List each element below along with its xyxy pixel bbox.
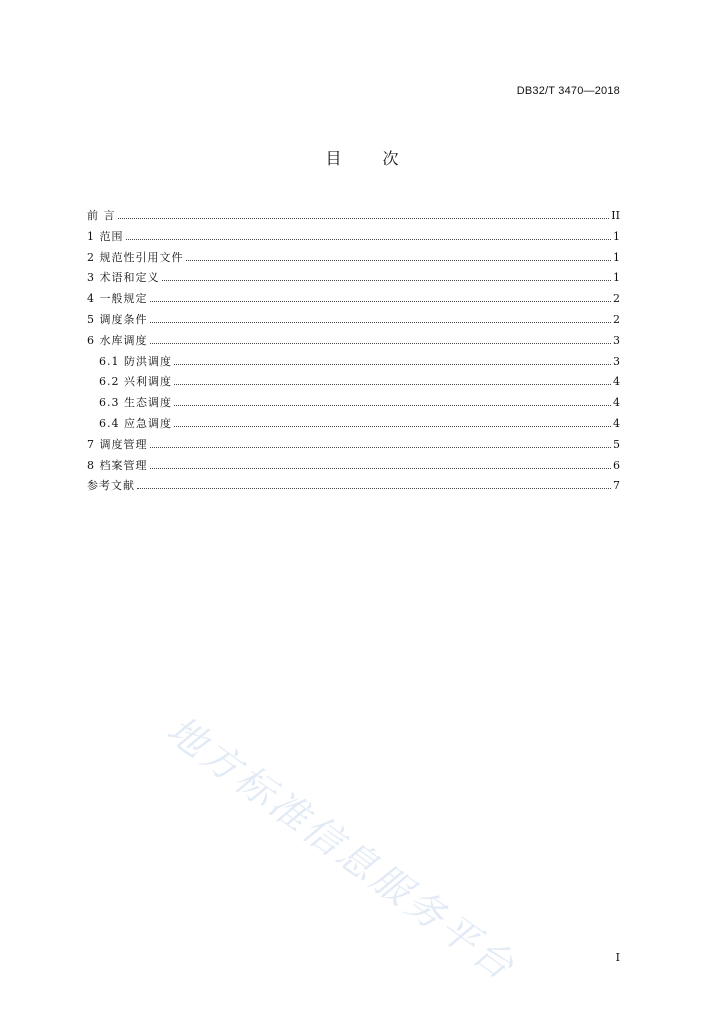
- toc-entry-label: 1 范围: [87, 229, 124, 243]
- toc-entry[interactable]: [87, 435, 620, 456]
- toc-entry[interactable]: [87, 227, 620, 248]
- toc-entry-page: 5: [613, 437, 620, 451]
- toc-entry-label: 7 调度管理: [87, 437, 148, 451]
- standard-code: DB32/T 3470—2018: [516, 85, 620, 97]
- toc-entry-label: 6.1 防洪调度: [99, 354, 172, 368]
- toc-leader-dots: [174, 384, 611, 385]
- watermark: 地方标准信息服务平台: [158, 707, 525, 990]
- toc-entry-page: 2: [613, 312, 620, 326]
- toc-entry[interactable]: [87, 248, 620, 269]
- toc-leader-dots: [150, 322, 612, 323]
- toc-entry-label: 6.4 应急调度: [99, 416, 172, 430]
- toc-entry-label: 6 水库调度: [87, 333, 148, 347]
- toc-leader-dots: [174, 364, 611, 365]
- toc-leader-dots: [174, 405, 611, 406]
- toc-leader-dots: [162, 280, 612, 281]
- toc-entry[interactable]: [87, 310, 620, 331]
- toc-leader-dots: [126, 239, 612, 240]
- toc-entry[interactable]: [87, 352, 620, 373]
- toc-leader-dots: [137, 488, 611, 489]
- table-of-contents: [87, 206, 620, 497]
- toc-entry-page: 1: [613, 271, 620, 285]
- toc-entry[interactable]: [87, 476, 620, 497]
- toc-leader-dots: [150, 301, 612, 302]
- toc-entry-page: 3: [613, 354, 620, 368]
- toc-entry[interactable]: [87, 289, 620, 310]
- toc-leader-dots: [118, 218, 610, 219]
- toc-entry-page: 7: [613, 479, 620, 493]
- toc-entry[interactable]: [87, 268, 620, 289]
- toc-entry[interactable]: [87, 456, 620, 477]
- toc-entry-label: 8 档案管理: [87, 458, 148, 472]
- toc-entry-label: 前 言: [87, 209, 116, 222]
- toc-entry-label: 3 术语和定义: [87, 271, 160, 285]
- toc-entry-label: 2 规范性引用文件: [87, 250, 184, 264]
- toc-entry-label: 4 一般规定: [87, 292, 148, 306]
- toc-entry-page: 4: [613, 375, 620, 389]
- toc-entry-label: 6.2 兴利调度: [99, 375, 172, 389]
- toc-entry-page: 4: [613, 396, 620, 410]
- toc-entry[interactable]: [87, 414, 620, 435]
- toc-entry[interactable]: [87, 372, 620, 393]
- toc-leader-dots: [150, 447, 612, 448]
- page-title: 目 次: [325, 149, 417, 168]
- toc-entry-label: 5 调度条件: [87, 312, 148, 326]
- toc-entry-page: 6: [613, 458, 620, 472]
- toc-entry[interactable]: [87, 393, 620, 414]
- toc-entry-page: II: [611, 209, 620, 222]
- toc-entry[interactable]: [87, 331, 620, 352]
- toc-entry-label: 6.3 生态调度: [99, 396, 172, 410]
- toc-leader-dots: [150, 343, 612, 344]
- toc-entry[interactable]: [87, 206, 620, 227]
- page-number: I: [615, 951, 620, 964]
- toc-leader-dots: [174, 426, 611, 427]
- toc-entry-page: 1: [613, 250, 620, 264]
- toc-entry-page: 1: [613, 229, 620, 243]
- toc-entry-page: 4: [613, 416, 620, 430]
- toc-leader-dots: [150, 468, 612, 469]
- toc-entry-page: 3: [613, 333, 620, 347]
- toc-leader-dots: [186, 260, 612, 261]
- toc-entry-label: 参考文献: [87, 479, 135, 493]
- toc-entry-page: 2: [613, 292, 620, 306]
